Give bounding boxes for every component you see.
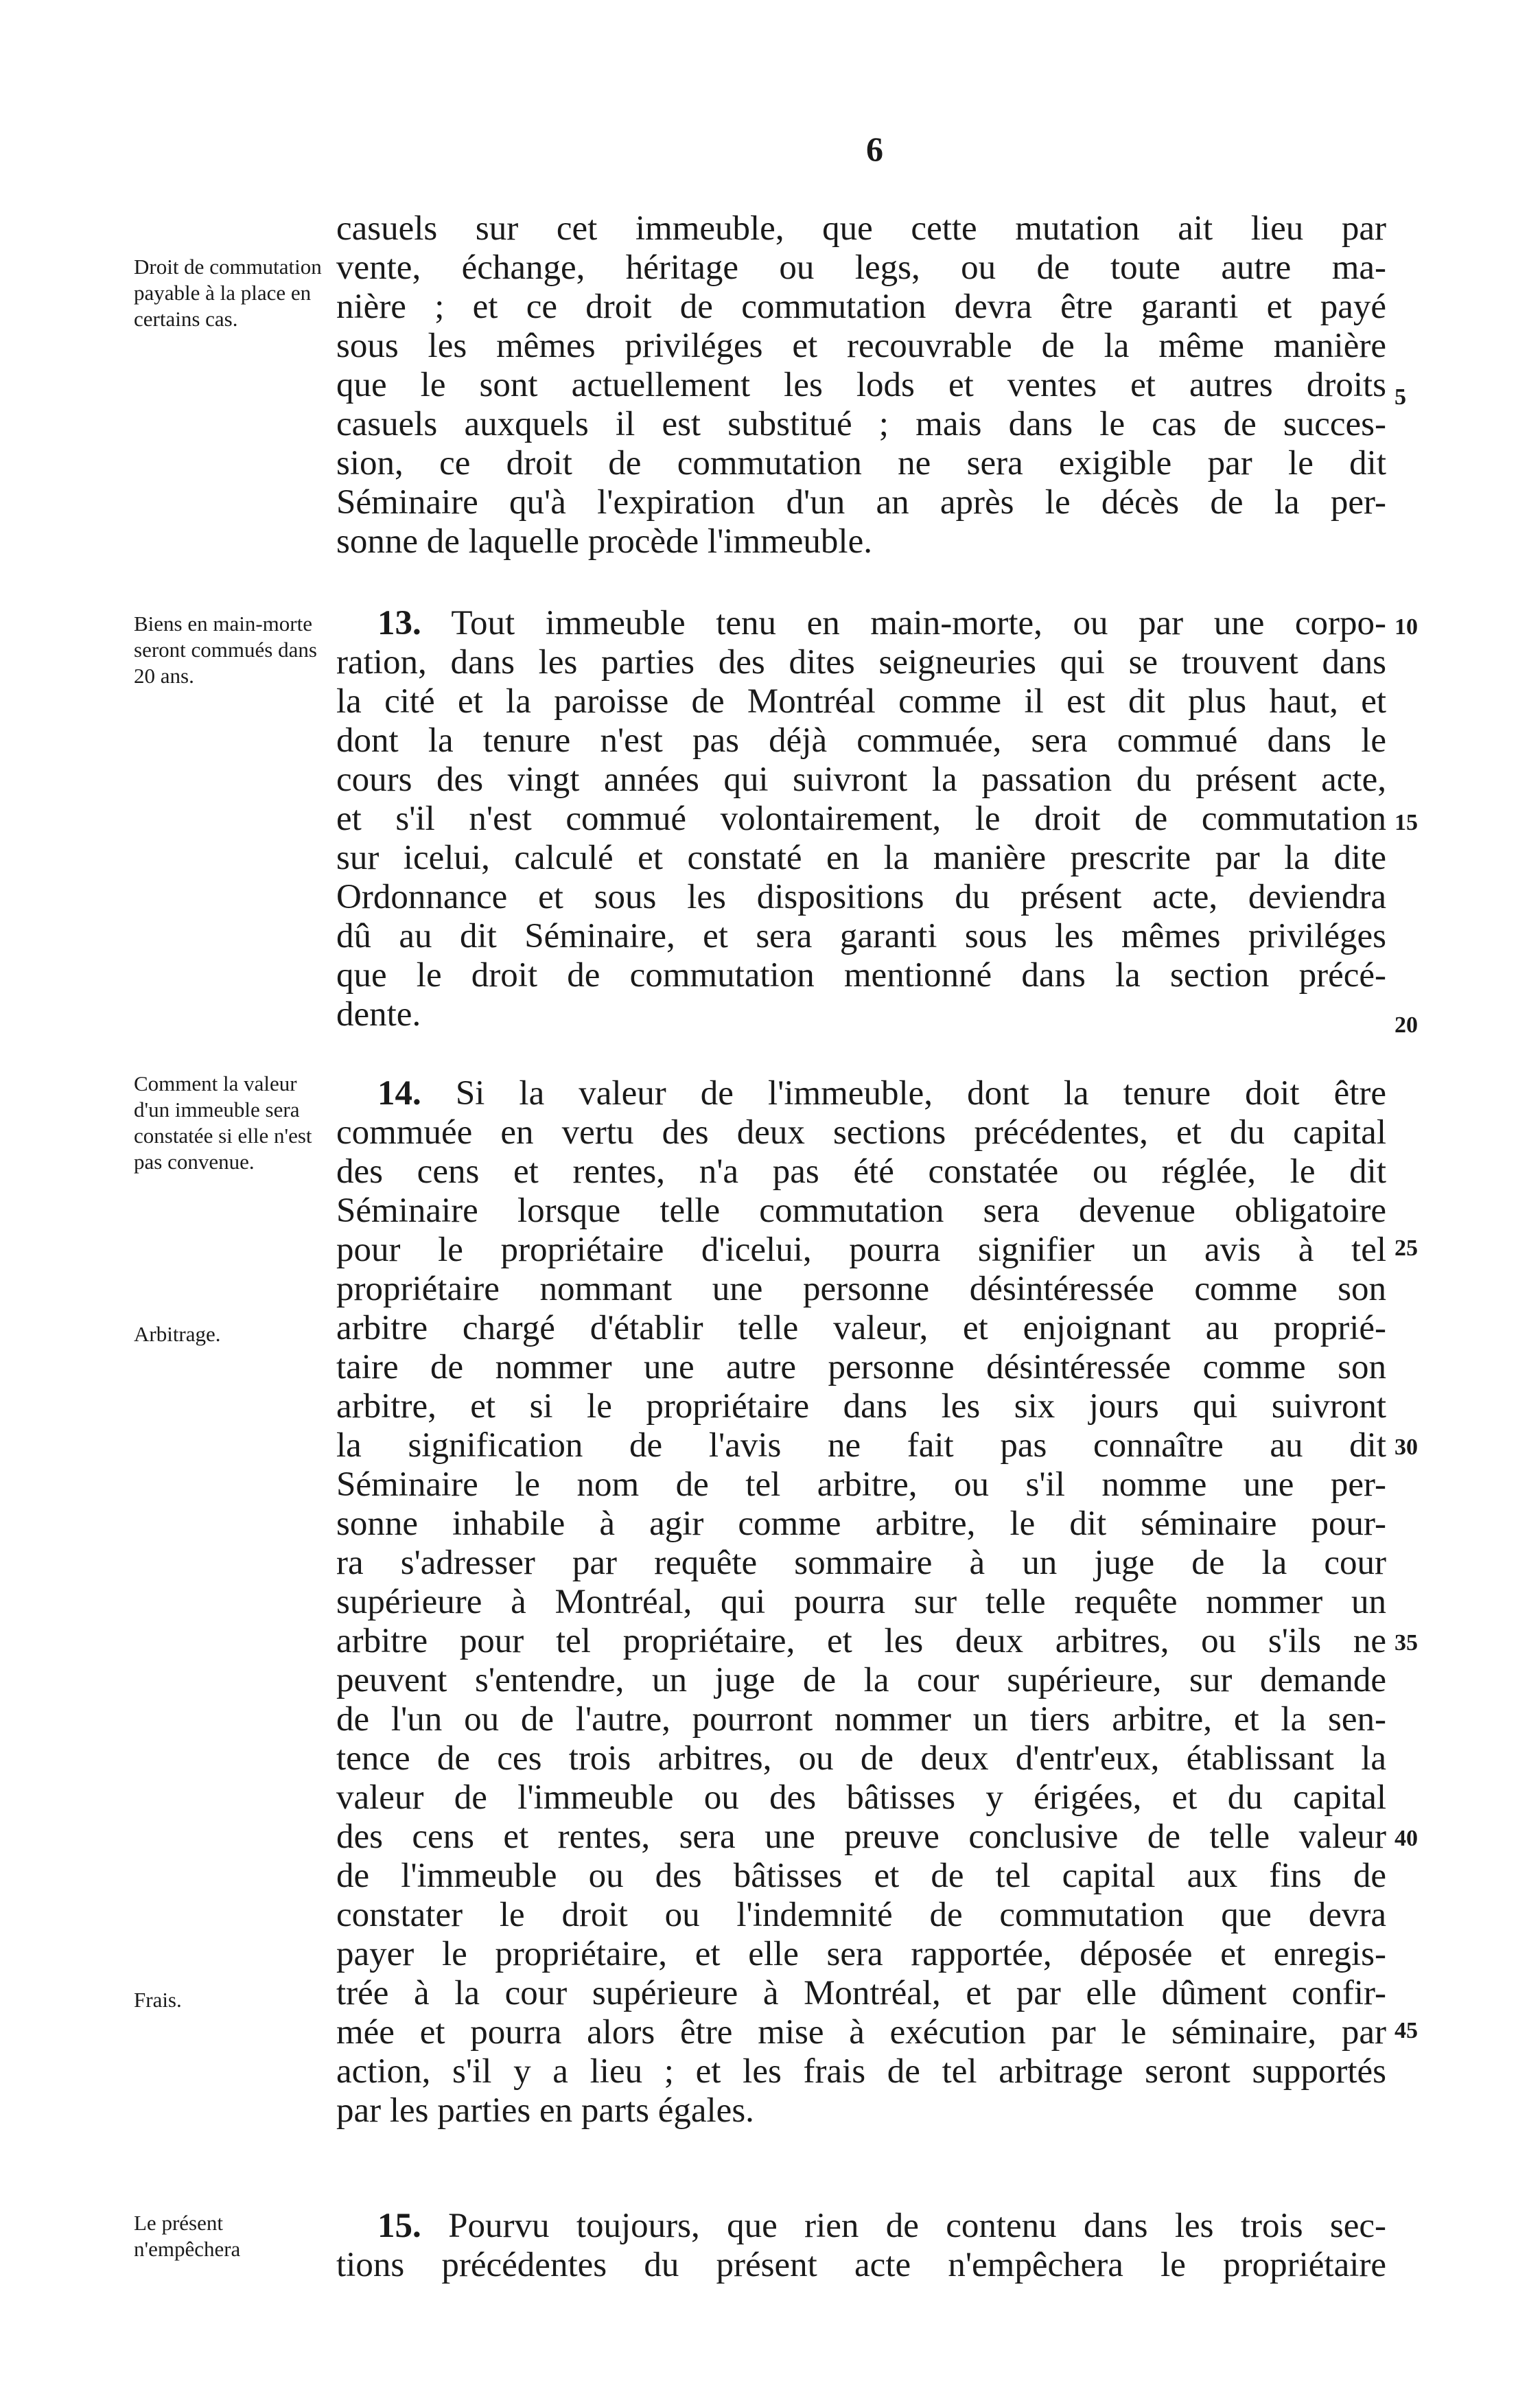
text-line: des cens et rentes, n'a pas été constatée ou réglée, le dit [336, 1152, 1386, 1191]
text-line-content: Pourvu toujours, que rien de contenu dans les trois sec- [448, 2207, 1386, 2245]
text-line: casuels sur cet immeuble, que cette mutation ait lieu par [336, 209, 1386, 248]
text-line: Séminaire le nom de tel arbitre, ou s'il nomme une per- [336, 1465, 1386, 1504]
text-line: sonne de laquelle procède l'immeuble. [336, 522, 872, 561]
text-line [336, 1074, 1386, 1113]
section-number: 14. [377, 1074, 421, 1113]
line-number: 25 [1395, 1235, 1418, 1261]
text-line: pour le propriétaire d'icelui, pourra signifier un avis à tel [336, 1231, 1386, 1269]
line-number: 5 [1395, 384, 1406, 410]
text-line-content: Si la valeur de l'immeuble, dont la tenure doit être [455, 1074, 1386, 1113]
text-line: taire de nommer une autre personne désintéressée comme son [336, 1348, 1386, 1386]
text-line: ration, dans les parties des dites seigneuries qui se trouvent dans [336, 643, 1386, 682]
margin-note-commutation-payable: Droit de commutation payable à la place en certains cas. [134, 255, 322, 331]
margin-note-valeur-immeuble: Comment la valeur d'un immeuble sera constatée si elle n'est pas convenue. [134, 1071, 312, 1174]
page-number: 6 [866, 130, 883, 168]
text-line: mée et pourra alors être mise à exécution par le séminaire, par [336, 2013, 1386, 2052]
text-line: action, s'il y a lieu ; et les frais de tel arbitrage seront supportés [336, 2052, 1386, 2091]
text-line: valeur de l'immeuble ou des bâtisses y érigées, et du capital [336, 1778, 1386, 1817]
text-line: sous les mêmes priviléges et recouvrable de la même manière [336, 327, 1386, 365]
text-line-content: Tout immeuble tenu en main-morte, ou par une corpo- [451, 604, 1386, 642]
line-number: 35 [1395, 1630, 1418, 1656]
margin-note-frais: Frais. [134, 1988, 182, 2012]
text-line: et s'il n'est commué volontairement, le droit de commutation [336, 800, 1386, 838]
text-line: par les parties en parts égales. [336, 2091, 754, 2130]
text-line: constater le droit ou l'indemnité de commutation que devra [336, 1896, 1386, 1934]
text-line: des cens et rentes, sera une preuve conclusive de telle valeur [336, 1818, 1386, 1856]
text-line: vente, échange, héritage ou legs, ou de toute autre ma- [336, 248, 1386, 287]
text-line: arbitre, et si le propriétaire dans les six jours qui suivront [336, 1387, 1386, 1426]
text-line: nière ; et ce droit de commutation devra être garanti et payé [336, 288, 1386, 326]
text-line: sion, ce droit de commutation ne sera exigible par le dit [336, 444, 1386, 483]
text-line: dont la tenure n'est pas déjà commuée, sera commué dans le [336, 721, 1386, 760]
line-number: 40 [1395, 1826, 1418, 1851]
margin-note-present: Le présent n'empêchera [134, 2211, 241, 2261]
text-line: de l'immeuble ou des bâtisses et de tel capital aux fins de [336, 1857, 1386, 1895]
text-line: cours des vingt années qui suivront la passation du présent acte, [336, 761, 1386, 799]
text-line: supérieure à Montréal, qui pourra sur telle requête nommer un [336, 1583, 1386, 1621]
text-line: sur icelui, calculé et constaté en la manière prescrite par la dite [336, 839, 1386, 877]
paragraph-continuation [336, 209, 1386, 561]
line-number: 20 [1395, 1012, 1418, 1038]
text-line: commuée en vertu des deux sections précédentes, et du capital [336, 1113, 1386, 1152]
text-line: Séminaire qu'à l'expiration d'un an après le décès de la per- [336, 483, 1386, 522]
text-line [336, 604, 1386, 643]
text-line: ra s'adresser par requête sommaire à un juge de la cour [336, 1544, 1386, 1582]
text-line: propriétaire nommant une personne désintéressée comme son [336, 1270, 1386, 1308]
text-line: Séminaire lorsque telle commutation sera devenue obligatoire [336, 1192, 1386, 1230]
text-line: tions précédentes du présent acte n'empêchera le propriétaire [336, 2246, 1386, 2284]
line-number: 10 [1395, 614, 1418, 640]
section-number: 13. [377, 604, 421, 642]
section-14 [336, 1074, 1386, 2131]
line-number: 15 [1395, 810, 1418, 835]
text-line: la signification de l'avis ne fait pas connaître au dit [336, 1426, 1386, 1465]
text-line: que le droit de commutation mentionné dans la section précé- [336, 956, 1386, 995]
section-13 [336, 604, 1386, 1034]
section-number: 15. [377, 2207, 421, 2245]
text-line: dû au dit Séminaire, et sera garanti sous les mêmes priviléges [336, 917, 1386, 955]
text-line [336, 2207, 1386, 2246]
text-line: dente. [336, 995, 421, 1034]
margin-note-arbitrage: Arbitrage. [134, 1322, 221, 1346]
section-15 [336, 2207, 1386, 2285]
text-line: payer le propriétaire, et elle sera rapportée, déposée et enregis- [336, 1935, 1386, 1973]
text-line: peuvent s'entendre, un juge de la cour supérieure, sur demande [336, 1661, 1386, 1699]
text-line: arbitre chargé d'établir telle valeur, et enjoignant au proprié- [336, 1309, 1386, 1347]
text-line: Ordonnance et sous les dispositions du présent acte, deviendra [336, 878, 1386, 916]
text-line: que le sont actuellement les lods et ventes et autres droits [336, 366, 1386, 404]
line-number: 45 [1395, 2018, 1418, 2043]
text-line: sonne inhabile à agir comme arbitre, le dit séminaire pour- [336, 1505, 1386, 1543]
text-line: la cité et la paroisse de Montréal comme il est dit plus haut, et [336, 682, 1386, 721]
text-line: trée à la cour supérieure à Montréal, et par elle dûment confir- [336, 1974, 1386, 2012]
line-number: 30 [1395, 1435, 1418, 1460]
text-line: arbitre pour tel propriétaire, et les deux arbitres, ou s'ils ne [336, 1622, 1386, 1660]
text-line: tence de ces trois arbitres, ou de deux d'entr'eux, établissant la [336, 1739, 1386, 1778]
margin-note-main-morte: Biens en main-morte seront commués dans 20 ans. [134, 612, 317, 688]
text-line: de l'un ou de l'autre, pourront nommer un tiers arbitre, et la sen- [336, 1700, 1386, 1739]
text-line: casuels auxquels il est substitué ; mais dans le cas de succes- [336, 405, 1386, 443]
